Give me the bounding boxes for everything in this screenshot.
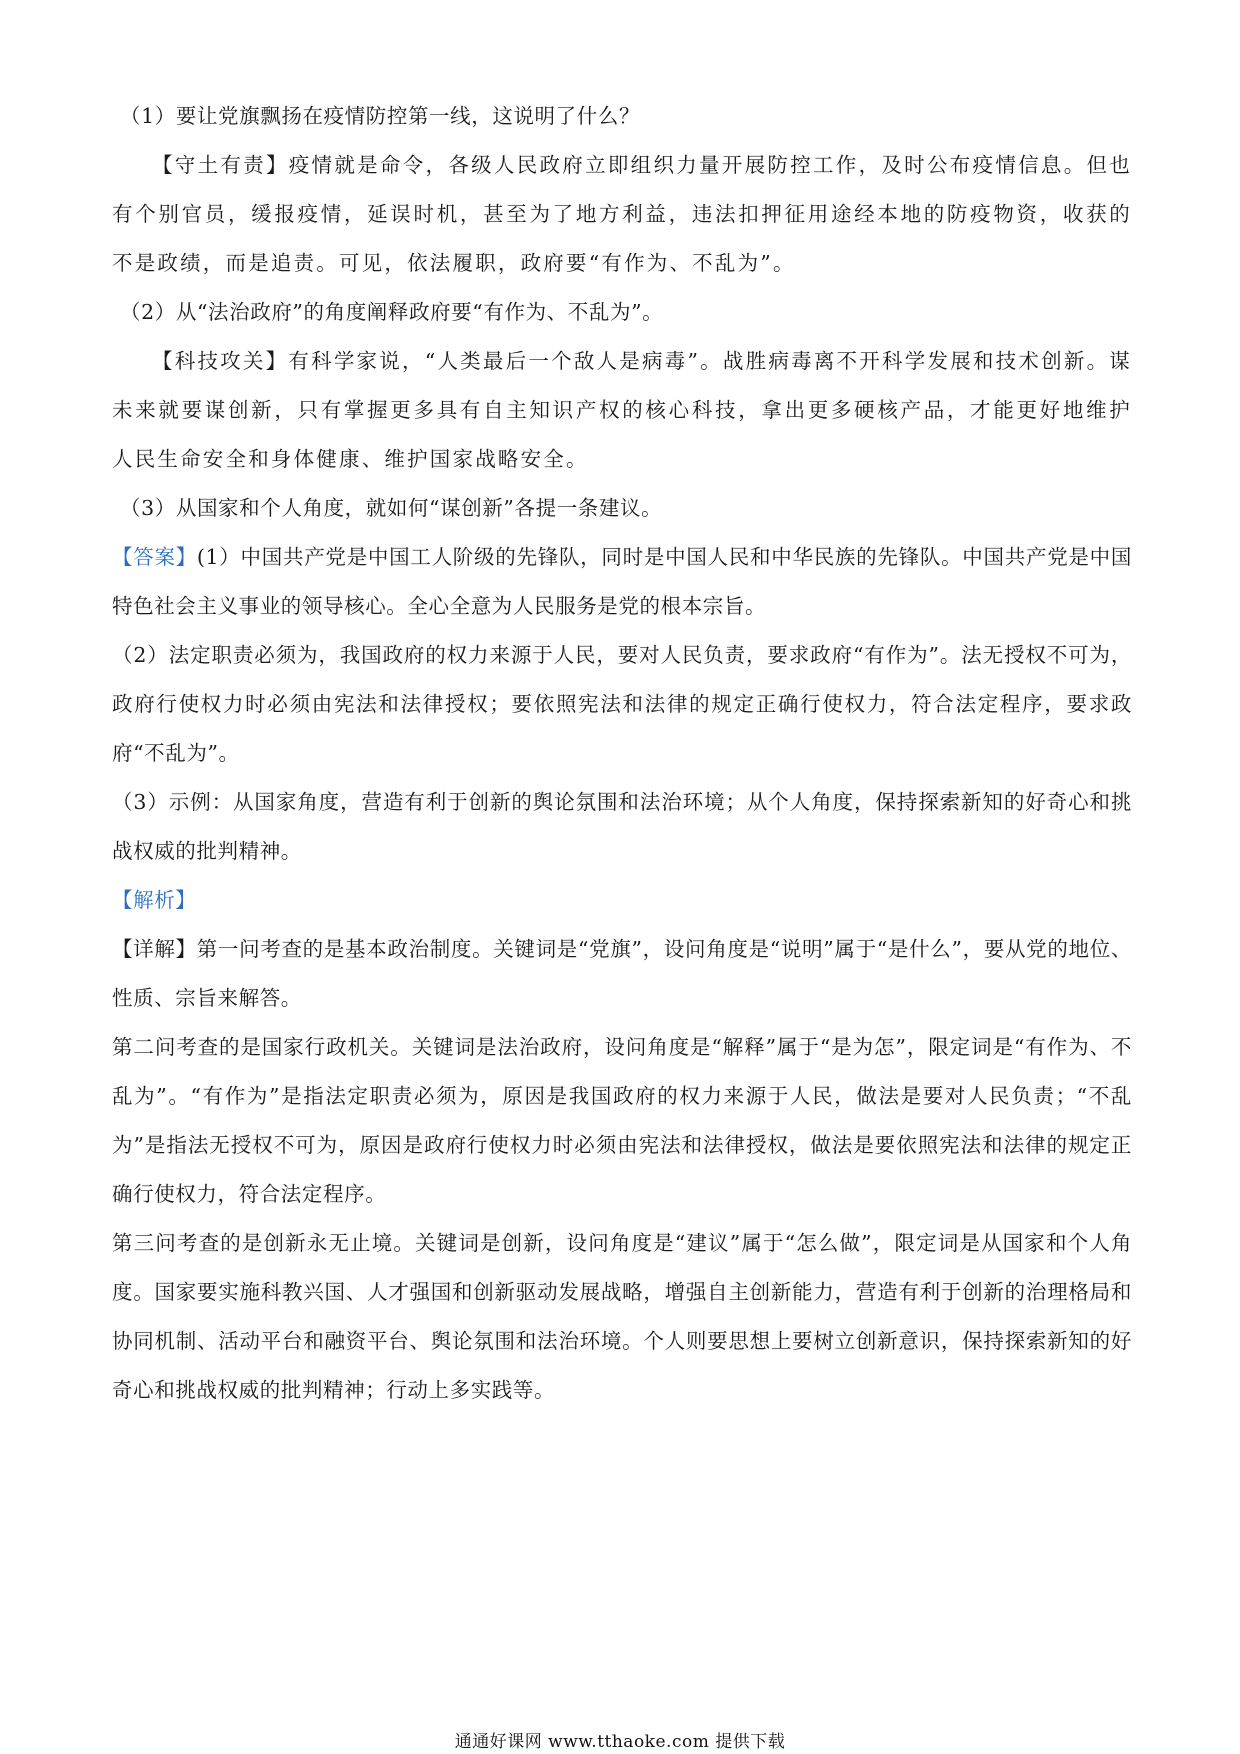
material-2-tag: 【守土有责】	[152, 153, 289, 177]
document-content	[112, 92, 1132, 1415]
analysis-label: 【解析】	[112, 888, 197, 912]
answer-3: （3）示例：从国家角度，营造有利于创新的舆论氛围和法治环境；从个人角度，保持探索新知的好奇心和挑战权威的批判精神。	[112, 790, 1132, 863]
material-3	[112, 337, 1132, 484]
analysis-paragraph-3: 第三问考查的是创新永无止境。关键词是创新，设问角度是“建议”属于“怎么做”，限定词是从国家和个人角度。国家要实施科教兴国、人才强国和创新驱动发展战略，增强自主创新能力，营造有利于创新的治理格局和协同机制、活动平台和融资平台、舆论氛围和法治环境。个人则要思想上要树立创新意识，保持探索新知的好奇心和挑战权威的批判精神；行动上多实践等。	[112, 1231, 1132, 1402]
analysis-paragraph-1	[112, 925, 1132, 1023]
material-3-text: 有科学家说，“人类最后一个敌人是病毒”。战胜病毒离不开科学发展和技术创新。谋未来就要谋创新，只有掌握更多具有自主知识产权的核心科技，拿出更多硬核产品，才能更好地维护人民生命安全和身体健康、维护国家战略安全。	[112, 349, 1132, 471]
material-3-tag: 【科技攻关】	[152, 349, 289, 373]
question-3: （3）从国家和个人角度，就如何“谋创新”各提一条建议。	[120, 496, 663, 520]
material-2-text: 疫情就是命令，各级人民政府立即组织力量开展防控工作，及时公布疫情信息。但也有个别官员，缓报疫情，延误时机，甚至为了地方利益，违法扣押征用途经本地的防疫物资，收获的不是政绩，而是追责。可见，依法履职，政府要“有作为、不乱为”。	[112, 153, 1132, 275]
analysis-paragraph-2: 第二问考查的是国家行政机关。关键词是法治政府，设问角度是“解释”属于“是为怎”，限定词是“有作为、不乱为”。“有作为”是指法定职责必须为，原因是我国政府的权力来源于人民，做法是要对人民负责；“不乱为”是指法无授权不可为，原因是政府行使权力时必须由宪法和法律授权，做法是要依照宪法和法律的规定正确行使权力，符合法定程序。	[112, 1035, 1132, 1206]
question-1: （1）要让党旗飘扬在疫情防控第一线，这说明了什么？	[120, 104, 641, 128]
question-2: （2）从“法治政府”的角度阐释政府要“有作为、不乱为”。	[120, 300, 664, 324]
answer-2: （2）法定职责必须为，我国政府的权力来源于人民，要对人民负责，要求政府“有作为”。法无授权不可为，政府行使权力时必须由宪法和法律授权；要依照宪法和法律的规定正确行使权力，符合法定程序，要求政府“不乱为”。	[112, 643, 1132, 765]
analysis-paragraph-1-text: 第一问考查的是基本政治制度。关键词是“党旗”，设问角度是“说明”属于“是什么”，要从党的地位、性质、宗旨来解答。	[112, 937, 1132, 1010]
answer-1	[112, 533, 1132, 631]
page-footer: 通通好课网 www.tthaoke.com 提供下载	[454, 1732, 786, 1752]
material-2	[112, 141, 1132, 288]
answer-1-text: (1）中国共产党是中国工人阶级的先锋队，同时是中国人民和中华民族的先锋队。中国共产党是中国特色社会主义事业的领导核心。全心全意为人民服务是党的根本宗旨。	[112, 545, 1132, 618]
detail-label: 【详解】	[112, 937, 197, 961]
answer-label: 【答案】	[112, 545, 197, 569]
